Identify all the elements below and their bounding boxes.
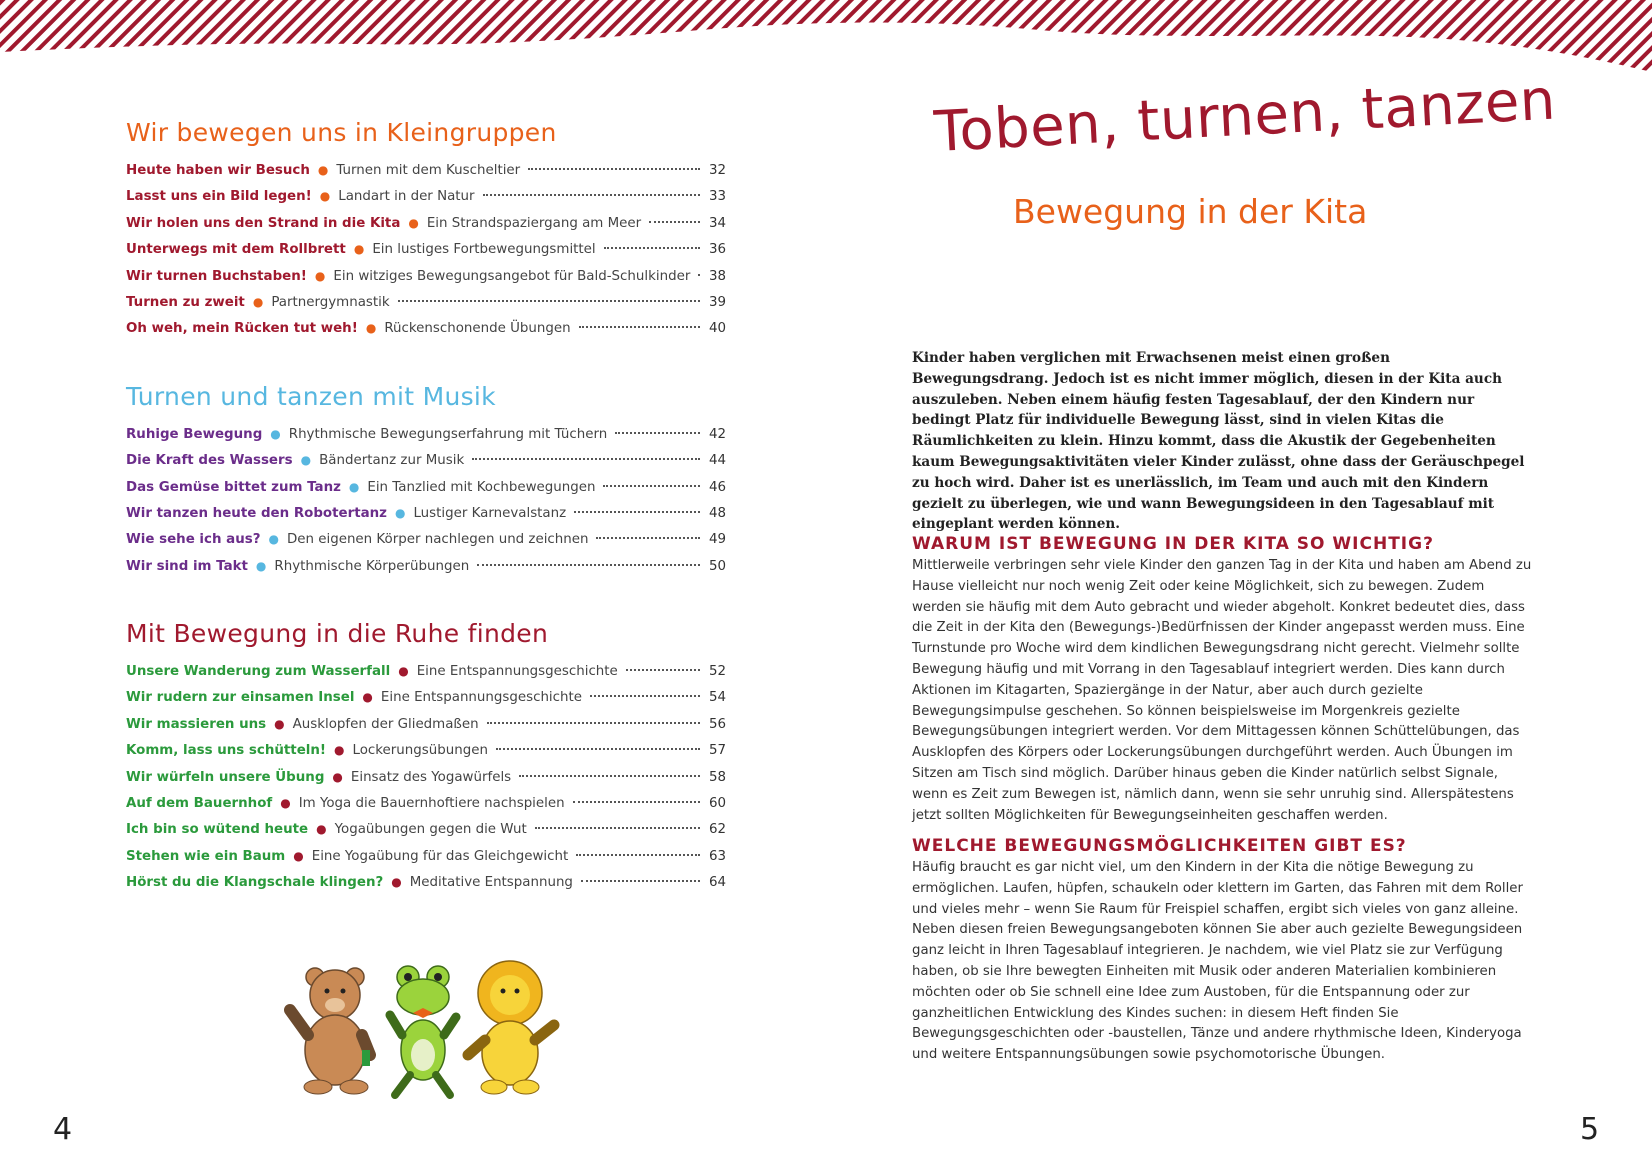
toc-entry-subtitle: Bändertanz zur Musik [319, 453, 465, 469]
toc-page-number: 63 [708, 848, 726, 864]
section-paragraph-why [912, 556, 1532, 826]
toc-entry[interactable] [126, 453, 726, 479]
dot-leader [574, 511, 700, 513]
toc-entry[interactable] [126, 717, 726, 743]
bullet-icon: ● [319, 189, 331, 204]
toc-entry[interactable] [126, 532, 726, 558]
toc-entry-title: Die Kraft des Wassers [126, 453, 293, 469]
toc-entry-subtitle: Eine Entspannungsgeschichte [416, 664, 618, 680]
toc-page-number: 33 [708, 189, 726, 205]
lion-figure [468, 961, 554, 1094]
bullet-icon: ● [353, 242, 365, 257]
bullet-icon: ● [362, 690, 373, 705]
toc-entry-title: Stehen wie ein Baum [126, 848, 286, 864]
paragraph: Häufig braucht es gar nicht viel, um den Kindern in der Kita die nötige Bewegung zu ermöglichen. Laufen, hüpfen, schaukeln oder klettern im Garten, das Fahren mit dem Roller und vieles mehr – wenn Sie Raum für Freispiel schaffen, ergibt sich vieles von ganz alleine. [912, 860, 1523, 917]
toc-entry[interactable] [126, 427, 726, 453]
bullet-icon: ● [270, 426, 281, 441]
toc-entry[interactable] [126, 664, 726, 690]
bullet-icon: ● [300, 453, 312, 468]
bullet-icon: ● [334, 743, 345, 758]
toc-entry[interactable] [126, 690, 726, 716]
bear-figure [290, 968, 370, 1094]
dot-leader [579, 326, 700, 328]
toc-entry-subtitle: Ein Tanzlied mit Kochbewegungen [367, 479, 596, 495]
toc-page-number: 62 [708, 822, 726, 838]
bullet-icon: ● [268, 532, 279, 547]
toc-entry[interactable] [126, 295, 726, 321]
toc-entry-title: Turnen zu zweit [126, 294, 245, 310]
bullet-icon: ● [293, 848, 304, 863]
toc-page-number: 34 [708, 215, 726, 231]
bullet-icon: ● [394, 505, 406, 520]
toc-page-number: 32 [708, 163, 726, 178]
bullet-icon: ● [408, 215, 419, 230]
bullet-icon: ● [348, 479, 360, 494]
toc-page-number: 52 [708, 664, 726, 680]
toc-entry-title: Wir würfeln unsere Übung [126, 769, 325, 785]
toc-entry-title: Komm, lass uns schütteln! [126, 743, 327, 759]
toc-entry-subtitle: Partnergymnastik [271, 294, 390, 310]
animal-illustration [270, 955, 580, 1105]
toc-entry[interactable] [126, 242, 726, 268]
toc-section [126, 382, 726, 585]
toc-page-number: 57 [708, 743, 726, 759]
bullet-icon: ● [365, 321, 377, 336]
dot-leader [581, 880, 700, 882]
bullet-icon: ● [255, 558, 267, 573]
toc-entry-subtitle: Lockerungsübungen [352, 743, 488, 759]
toc-entry-subtitle: Eine Yogaübung für das Gleichgewicht [311, 848, 569, 864]
toc-entry-subtitle: Turnen mit dem Kuscheltier [336, 163, 521, 178]
toc-entry-subtitle: Den eigenen Körper nachlegen und zeichnen [286, 532, 589, 548]
dot-leader [472, 458, 700, 460]
toc-page-number: 40 [708, 321, 726, 337]
dot-leader [603, 485, 700, 487]
toc-entry-title: Ich bin so wütend heute [126, 822, 309, 838]
toc-page-number: 39 [708, 294, 726, 310]
bullet-icon: ● [398, 664, 409, 679]
toc-entry-title: Oh weh, mein Rücken tut weh! [126, 321, 358, 337]
toc-page-number: 50 [708, 558, 726, 574]
toc-entry-subtitle: Yogaübungen gegen die Wut [334, 822, 527, 838]
toc-entry[interactable] [126, 216, 726, 242]
toc-entry[interactable] [126, 875, 726, 901]
dot-leader [626, 669, 700, 671]
bullet-icon: ● [332, 769, 343, 784]
toc-entry-title: Wir rudern zur einsamen Insel [126, 690, 355, 706]
toc-entry-title: Wir sind im Takt [126, 558, 248, 574]
toc-page-number: 38 [708, 268, 726, 284]
toc-entry[interactable] [126, 480, 726, 506]
toc-page-number: 42 [708, 426, 726, 442]
table-of-contents [126, 118, 726, 936]
dot-leader [604, 247, 700, 249]
dot-leader [649, 221, 700, 223]
bullet-icon: ● [280, 796, 291, 811]
toc-entry[interactable] [126, 269, 726, 295]
toc-entry-subtitle: Ein Strandspaziergang am Meer [426, 215, 642, 231]
toc-entry-title: Wir turnen Buchstaben! [126, 268, 307, 284]
paragraph: Mittlerweile verbringen sehr viele Kinder den ganzen Tag in der Kita und haben am Abend zu Hause vielleicht nur noch wenig Zeit oder keine Möglichkeit, sich zu bewegen. Zudem werden sie häufig mit dem Auto gebracht und wieder abgeholt. Konkret bedeutet dies, dass die Zeit in der Kita den (Bewegungs-)Bedürfnissen der Kinder angepasst werden muss. Eine Turnstunde pro Woche wird dem kindlichen Bewegungsdrang nicht gerecht. Vielmehr sollte Bewegung häufig und mit Vorrang in den Tagesablauf integriert werden. Dies kann durch Aktionen im Kitagarten, Spaziergänge in der Natur, aber auch durch gezielte Bewegungsimpulse geschehen. So können beispielsweise im Morgenkreis gezielte Bewegungsübungen integriert werden. Vor dem Mittagessen können Schüttelübungen, das Ausklopfen des Körpers oder Lockerungsübungen durchgeführt werden. Auch Übungen im Sitzen am Tisch sind möglich. Darüber hinaus geben die Kinder natürlich selbst Signale, wenn es Zeit zum Bewegen ist, nämlich dann, wenn sie sehr unruhig sind. Allerspätestens jetzt sollten Möglichkeiten für Bewegungseinheiten geschaffen werden. [912, 558, 1532, 823]
toc-page-number: 58 [708, 769, 726, 785]
bullet-icon: ● [391, 875, 402, 890]
dot-leader [698, 274, 700, 276]
toc-entry-title: Wir holen uns den Strand in die Kita [126, 215, 401, 231]
page-number-left: 4 [53, 1112, 73, 1147]
toc-entry[interactable] [126, 506, 726, 532]
toc-entry-subtitle: Ein witziges Bewegungsangebot für Bald-Schulkinder [333, 268, 691, 284]
toc-entry[interactable] [126, 321, 726, 347]
toc-entry[interactable] [126, 163, 726, 189]
toc-entry-subtitle: Im Yoga die Bauernhoftiere nachspielen [298, 796, 565, 812]
toc-entry-subtitle: Rückenschonende Übungen [384, 321, 571, 337]
toc-section-title: Wir bewegen uns in Kleingruppen [126, 118, 557, 147]
dot-leader [496, 748, 700, 750]
toc-entry-title: Wir massieren uns [126, 716, 267, 732]
dot-leader [487, 722, 700, 724]
toc-page-number: 54 [708, 690, 726, 706]
section-heading-why: WARUM IST BEWEGUNG IN DER KITA SO WICHTIG? [912, 534, 1434, 554]
toc-entry-title: Unsere Wanderung zum Wasserfall [126, 664, 391, 680]
toc-entry-subtitle: Eine Entspannungsgeschichte [380, 690, 582, 706]
toc-entry-subtitle: Einsatz des Yogawürfels [350, 769, 512, 785]
paragraph: Neben diesen freien Bewegungsangeboten können Sie aber auch gezielte Bewegungsideen ganz leicht in Ihren Tagesablauf integrieren. Je nachdem, wie viel Platz sie zur Verfügung haben, ob sie Ihre bewegten Einheiten mit Musik oder anderen Materialien kombinieren möchten oder ob Sie schnell eine Idee zum Austoben, für die Entspannung oder zur ganzheitlichen Entwicklung des Kindes suchen: in diesem Heft finden Sie Bewegungsgeschichten oder -baustellen, Tänze und andere rhythmische Ideen, Kinderyoga und weitere Entspannungsübungen sowie psychomotorische Übungen. [912, 922, 1523, 1063]
toc-page-number: 48 [708, 505, 726, 521]
toc-entry-title: Das Gemüse bittet zum Tanz [126, 479, 341, 495]
toc-entry-title: Ruhige Bewegung [126, 426, 263, 442]
toc-entry-title: Wie sehe ich aus? [126, 532, 261, 548]
dot-leader [596, 537, 700, 539]
section-heading-what: WELCHE BEWEGUNGSMÖGLICHKEITEN GIBT ES? [912, 836, 1407, 856]
toc-entry-title: Unterwegs mit dem Rollbrett [126, 242, 346, 258]
toc-entry-title: Lasst uns ein Bild legen! [126, 189, 312, 205]
intro-paragraph: Kinder haben verglichen mit Erwachsenen meist einen großen Bewegungsdrang. Jedoch ist es nicht immer möglich, diesen in der Kita auch auszuleben. Neben einem häufig festen Tagesablauf, der den Kindern nur bedingt Platz für individuelle Bewegung lässt, sind in vielen Kitas die Räumlichkeiten zu klein. Hinzu kommt, dass die Akustik der Gegebenheiten kaum Bewegungsaktivitäten vieler Kinder zulässt, ohne dass der Geräuschpegel zu hoch wird. Daher ist es unerlässlich, im Team und auch mit den Kindern gezielt zu überlegen, wie und wann Bewegungsideen in den Tagesablauf mit eingeplant werden können. [912, 350, 1525, 533]
toc-page-number: 36 [708, 242, 726, 258]
toc-page-number: 60 [708, 796, 726, 812]
dot-leader [519, 775, 700, 777]
toc-entry-subtitle: Landart in der Natur [338, 189, 475, 205]
toc-entry-title: Heute haben wir Besuch [126, 163, 310, 178]
toc-entry[interactable] [126, 770, 726, 796]
decorative-stripe-border [0, 0, 1652, 75]
toc-entry-subtitle: Rhythmische Körperübungen [274, 558, 470, 574]
toc-entry-subtitle: Rhythmische Bewegungserfahrung mit Tüchern [288, 426, 608, 442]
toc-page-number: 46 [708, 479, 726, 495]
page-subtitle: Bewegung in der Kita [1013, 192, 1368, 231]
dot-leader [398, 300, 700, 302]
dot-leader [483, 194, 700, 196]
dot-leader [590, 695, 700, 697]
dot-leader [477, 564, 700, 566]
toc-section-title: Mit Bewegung in die Ruhe finden [126, 619, 549, 649]
frog-figure [390, 966, 456, 1095]
toc-entry[interactable] [126, 849, 726, 875]
page-number-right: 5 [1580, 1112, 1600, 1147]
toc-entry-title: Auf dem Bauernhof [126, 796, 273, 812]
toc-entry-subtitle: Ein lustiges Fortbewegungsmittel [372, 242, 596, 258]
bullet-icon: ● [314, 268, 326, 283]
toc-entry[interactable] [126, 743, 726, 769]
toc-entry-subtitle: Meditative Entspannung [409, 875, 573, 891]
toc-section [126, 619, 726, 902]
dot-leader [528, 168, 700, 170]
toc-entry[interactable] [126, 189, 726, 215]
toc-entry-subtitle: Lustiger Karnevalstanz [413, 505, 567, 521]
toc-section-title: Turnen und tanzen mit Musik [126, 381, 496, 411]
toc-entry-title: Wir tanzen heute den Robotertanz [126, 505, 387, 521]
toc-section [126, 118, 726, 348]
toc-entry-subtitle: Ausklopfen der Gliedmaßen [292, 716, 479, 732]
dot-leader [576, 854, 700, 856]
toc-page-number: 64 [708, 875, 726, 891]
toc-entry-title: Hörst du die Klangschale klingen? [126, 875, 384, 891]
section-paragraph-what [912, 858, 1532, 1066]
toc-entry[interactable] [126, 796, 726, 822]
bullet-icon: ● [274, 716, 285, 731]
bullet-icon: ● [252, 294, 264, 309]
bullet-icon: ● [317, 163, 329, 177]
toc-page-number: 49 [708, 532, 726, 548]
dot-leader [535, 827, 700, 829]
toc-page-number: 44 [708, 453, 726, 469]
page-title: Toben, turnen, tanzen [932, 67, 1558, 165]
dot-leader [573, 801, 700, 803]
toc-entry[interactable] [126, 559, 726, 585]
toc-page-number: 56 [708, 716, 726, 732]
bullet-icon: ● [316, 822, 327, 837]
dot-leader [615, 432, 700, 434]
toc-entry[interactable] [126, 822, 726, 848]
